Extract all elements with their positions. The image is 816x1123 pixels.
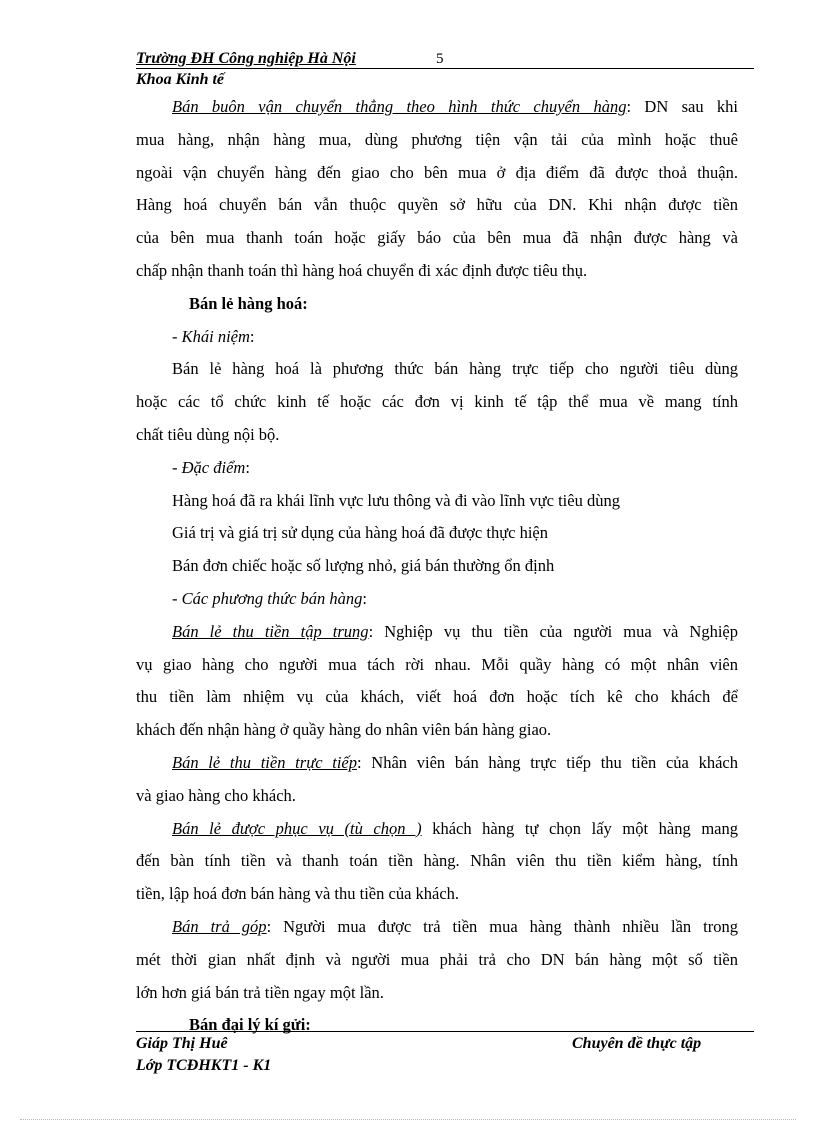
label-concept: - Khái niệm: (172, 326, 255, 346)
paragraph-line: lớn hơn giá bán trả tiền ngay một lần. (136, 982, 384, 1002)
label-features: - Đặc điểm: (172, 457, 250, 477)
paragraph-line: Bán lẻ thu tiền trực tiếp: Nhân viên bán hàng trực tiếp thu tiền của khách (172, 752, 738, 772)
label-methods: - Các phương thức bán hàng: (172, 588, 368, 608)
paragraph-line: Bán lẻ được phục vụ (tù chọn ) khách hàng tự chọn lấy một hàng mang (172, 818, 738, 838)
class-name: Lớp TCĐHKT1 - K1 (136, 1057, 272, 1074)
paragraph-line: hoặc các tổ chức kinh tế hoặc các đơn vị kinh tế tập thể mua về mang tính (136, 392, 738, 412)
paragraph-line: vụ giao hàng cho người mua tách rời nhau. Mỗi quầy hàng có một nhân viên (136, 654, 738, 674)
document-body (136, 91, 738, 1042)
term-installment: Bán trả góp (172, 916, 267, 936)
school-name: Trường ĐH Công nghiệp Hà Nội (136, 50, 356, 67)
page-bottom-border (20, 1119, 796, 1120)
term-centralized-payment: Bán lẻ thu tiền tập trung (172, 621, 369, 641)
paragraph-line: và giao hàng cho khách. (136, 785, 296, 805)
paragraph-line: mua hàng, nhận hàng mua, dùng phương tiện vận tải của mình hoặc thuê (136, 129, 738, 149)
paragraph-line: Bán lẻ hàng hoá là phương thức bán hàng trực tiếp cho người tiêu dùng (172, 359, 738, 379)
heading-retail: Bán lẻ hàng hoá: (189, 293, 308, 313)
paragraph-line: khách đến nhận hàng ở quầy hàng do nhân viên bán hàng giao. (136, 720, 552, 740)
paragraph-line: đến bàn tính tiền và thanh toán tiền hàng. Nhân viên thu tiền kiểm hàng, tính (136, 851, 738, 871)
paragraph-line: Bán buôn vận chuyển thẳng theo hình thức chuyển hàng: DN sau khi (172, 97, 739, 116)
paragraph-line: mét thời gian nhất định và người mua phải trả cho DN bán hàng một số tiền (136, 949, 738, 969)
author-name: Giáp Thị Huê (136, 1035, 228, 1052)
document-type: Chuyên đề thực tập (572, 1035, 702, 1052)
term-self-service: Bán lẻ được phục vụ (tù chọn ) (172, 818, 422, 838)
heading-agency: Bán đại lý kí gửi: (189, 1015, 311, 1035)
feature-item: Bán đơn chiếc hoặc số lượng nhỏ, giá bán thường ổn định (172, 556, 555, 576)
page-header (136, 50, 754, 69)
paragraph-line: Hàng hoá chuyển bán vẫn thuộc quyền sở hữu của DN. Khi nhận được tiền (136, 195, 738, 215)
paragraph-line: của bên mua thanh toán hoặc giấy báo của bên mua đã nhận được hàng và (136, 228, 738, 248)
paragraph-line: Bán lẻ thu tiền tập trung: Nghiệp vụ thu tiền của người mua và Nghiệp (172, 621, 738, 641)
term-direct-shipping: Bán buôn vận chuyển thẳng theo hình thức chuyển hàng (172, 97, 627, 116)
footer-divider (136, 1031, 754, 1032)
paragraph-line: chấp nhận thanh toán thì hàng hoá chuyển đi xác định được tiêu thụ. (136, 260, 588, 280)
page-number: 5 (436, 51, 444, 67)
feature-item: Giá trị và giá trị sử dụng của hàng hoá đã được thực hiện (172, 523, 548, 543)
term-direct-payment: Bán lẻ thu tiền trực tiếp (172, 752, 357, 772)
paragraph-line: thu tiền làm nhiệm vụ của khách, viết hoá đơn hoặc tích kê cho khách để (136, 687, 738, 707)
faculty-name: Khoa Kinh tế (136, 71, 225, 88)
paragraph-line: ngoài vận chuyển hàng đến giao cho bên mua ở địa điểm đã được thoả thuận. (136, 162, 738, 182)
paragraph-line: Bán trả góp: Người mua được trả tiền mua hàng thành nhiều lần trong (172, 916, 738, 936)
feature-item: Hàng hoá đã ra khái lĩnh vực lưu thông và đi vào lĩnh vực tiêu dùng (172, 490, 620, 510)
paragraph-line: chất tiêu dùng nội bộ. (136, 424, 280, 444)
paragraph-line: tiền, lập hoá đơn bán hàng và thu tiền của khách. (136, 884, 460, 904)
